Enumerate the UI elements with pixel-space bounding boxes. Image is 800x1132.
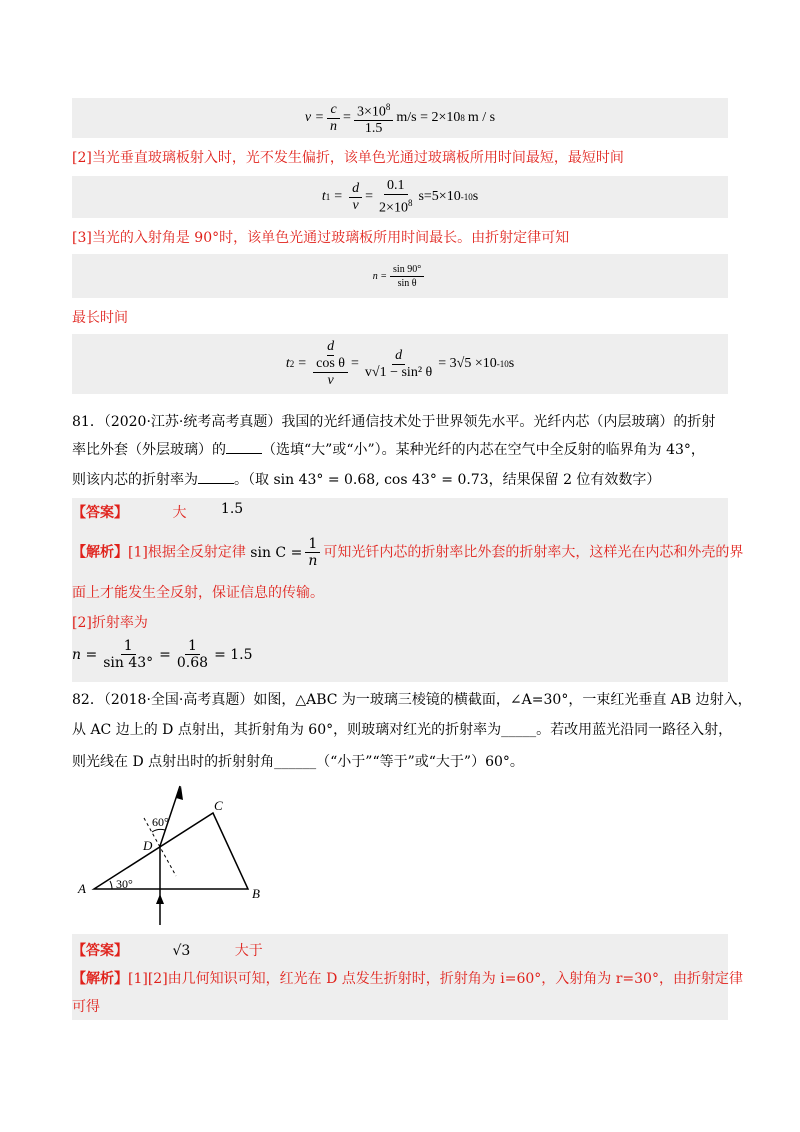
formula-tail: s=5×10	[418, 189, 461, 204]
frac-den: 1.5	[364, 121, 383, 137]
label-B: B	[252, 886, 260, 901]
inner-num: d	[327, 339, 335, 354]
frac-num: 1	[121, 638, 136, 655]
fraction-sqrt	[362, 348, 435, 381]
q81-line1: 81．（2020·江苏·统考高考真题）我国的光纤通信技术处于世界领先水平。光纤内芯（内层玻璃）的折射	[72, 414, 716, 430]
prism-figure	[72, 780, 282, 930]
answer-1: √3	[172, 943, 191, 959]
answer-2: 大于	[234, 943, 263, 959]
formula-exp: 8	[460, 113, 465, 123]
fraction-value	[354, 99, 393, 138]
blank	[226, 453, 262, 454]
formula-tail: = 3√5 ×10	[438, 356, 497, 371]
q82-line1: 82．（2018·全国·高考真题）如图，△ABC 为一玻璃三棱镜的横截面，∠A=30°，一束红光垂直 AB 边射入，	[72, 692, 752, 708]
den-text: 2×10	[379, 200, 408, 216]
equals: =	[298, 356, 307, 371]
num-exp: 8	[385, 101, 391, 112]
frac-num: d	[349, 181, 362, 198]
answer-label: 【答案】	[72, 505, 128, 521]
equals: =	[351, 356, 359, 371]
equals: =	[343, 110, 351, 125]
formula-v-lhs: v =	[304, 110, 325, 125]
fraction-compound	[313, 339, 348, 389]
frac-den: v√1 − sin² θ	[364, 364, 433, 380]
analysis-text: [1][2]由几何知识可知，红光在 D 点发生折射时，折射角为 i=60°，入射角为 r=30°，由折射定律	[128, 971, 743, 987]
inner-den: cos θ	[316, 356, 345, 371]
q82-answer-block	[72, 934, 743, 1020]
equals: =	[365, 189, 374, 204]
n-lhs: n =	[372, 270, 388, 282]
frac-den: sin θ	[397, 277, 417, 289]
frac-den: 0.68	[176, 655, 209, 671]
analysis-label: 【解析】	[72, 544, 128, 561]
equals: =	[334, 189, 343, 204]
analysis-text: 可知光钎内芯的折射率比外套的折射率大，这样光在内芯和外壳的界	[323, 544, 744, 561]
paragraph-3: [3]当光的入射角是 90°时，该单色光通过玻璃板所用时间最长。由折射定律可知	[72, 230, 570, 246]
formula-text: sin C =	[250, 544, 303, 561]
frac-den: v	[352, 197, 359, 213]
t1-sub: 1	[325, 192, 331, 202]
frac-num: c	[327, 102, 339, 119]
q81-line3	[72, 470, 660, 490]
q81-text: （选填“大”或“小”）。某种光纤的内芯在空气中全反射的临界角为 43°，	[262, 442, 705, 458]
q81-text: 率比外套（外层玻璃）的	[72, 442, 226, 458]
answer-1: 大	[172, 505, 187, 521]
formula-speed	[72, 98, 728, 138]
answer-row	[72, 940, 263, 960]
den-exp: 8	[407, 197, 413, 208]
t1-symbol: t	[321, 189, 326, 204]
formula-exp: -10	[496, 359, 509, 369]
fraction-1-068	[174, 638, 211, 671]
frac-num: sin 90°	[390, 263, 424, 277]
blank	[198, 483, 234, 484]
fraction-d-over-v	[349, 181, 362, 214]
formula-unit: s	[508, 356, 515, 371]
formula-exp: -10	[460, 192, 473, 202]
label-C: C	[214, 798, 223, 813]
formula-unit: m / s	[467, 110, 496, 125]
formula-n	[72, 254, 728, 298]
q81-line2	[72, 440, 705, 460]
analysis-text: [1]根据全反射定律	[128, 544, 246, 561]
q81-text: 则该内芯的折射率为	[72, 472, 198, 488]
q82-line2: 从 AC 边上的 D 点射出，其折射角为 60°，则玻璃对红光的折射率为_____。若改用蓝光沿同一路径入射，	[72, 722, 733, 738]
paragraph-4: 最长时间	[72, 310, 128, 326]
paragraph-2: [2]当光垂直玻璃板射入时，光不发生偏折，该单色光通过玻璃板所用时间最短，最短时间	[72, 150, 624, 166]
q81-text: 。（取 sin 43° = 0.68, cos 43° = 0.73，结果保留 2 位有效数字）	[234, 472, 661, 488]
formula-tail: = 1.5	[214, 646, 253, 663]
frac-den: n	[330, 118, 338, 134]
fraction-sin	[390, 263, 424, 290]
answer-label: 【答案】	[72, 943, 128, 959]
frac-num: 1	[305, 536, 320, 553]
analysis-row-3: [2]折射率为	[72, 615, 148, 631]
frac-num	[313, 339, 348, 373]
formula-t2	[72, 334, 728, 394]
formula-t1	[72, 176, 728, 218]
frac-num: 1	[185, 638, 200, 655]
angle-arc-60	[152, 829, 165, 832]
frac-den: sin 43°	[103, 655, 154, 671]
label-A: A	[78, 881, 86, 896]
angle-arc-30	[110, 881, 112, 889]
t2-sub: 2	[289, 359, 295, 369]
analysis-row-2: 可得	[72, 999, 100, 1015]
analysis-formula: n = $\frac{1}{\sin 43^\circ}$ = $\frac{1}{0.68}$ = 1.5	[72, 638, 253, 671]
incident-arrow	[156, 894, 164, 904]
inline-formula	[250, 536, 323, 569]
label-60: 60°	[152, 815, 169, 829]
n-lhs: n =	[72, 646, 98, 663]
formula-tail: m/s = 2×10	[396, 110, 461, 125]
answer-row	[72, 502, 243, 522]
frac-den: n	[308, 553, 318, 569]
frac-num	[354, 99, 393, 122]
fraction-1-sin43	[100, 638, 156, 671]
t2-symbol: t	[285, 356, 290, 371]
analysis-row-2: 面上才能发生全反射，保证信息的传输。	[72, 585, 324, 601]
fraction-1-over-n	[305, 536, 320, 569]
label-D: D	[143, 838, 153, 853]
num-text: 3×10	[356, 104, 386, 120]
analysis-row-1	[72, 536, 743, 569]
analysis-label: 【解析】	[72, 971, 128, 987]
frac-den: v	[327, 373, 334, 388]
label-30: 30°	[116, 877, 133, 891]
frac-num: d	[392, 348, 405, 365]
formula-unit: s	[472, 189, 479, 204]
analysis-row-1	[72, 968, 743, 988]
frac-num: 0.1	[384, 178, 408, 195]
answer-2: 1.5	[220, 501, 244, 517]
fraction-c-over-n	[327, 102, 340, 135]
q82-line3: 则光线在 D 点射出时的折射射角______（“小于”“等于”或“大于”）60°。	[72, 754, 524, 770]
frac-den	[376, 195, 415, 217]
q81-answer-block	[72, 498, 744, 682]
fraction-value	[376, 178, 415, 217]
